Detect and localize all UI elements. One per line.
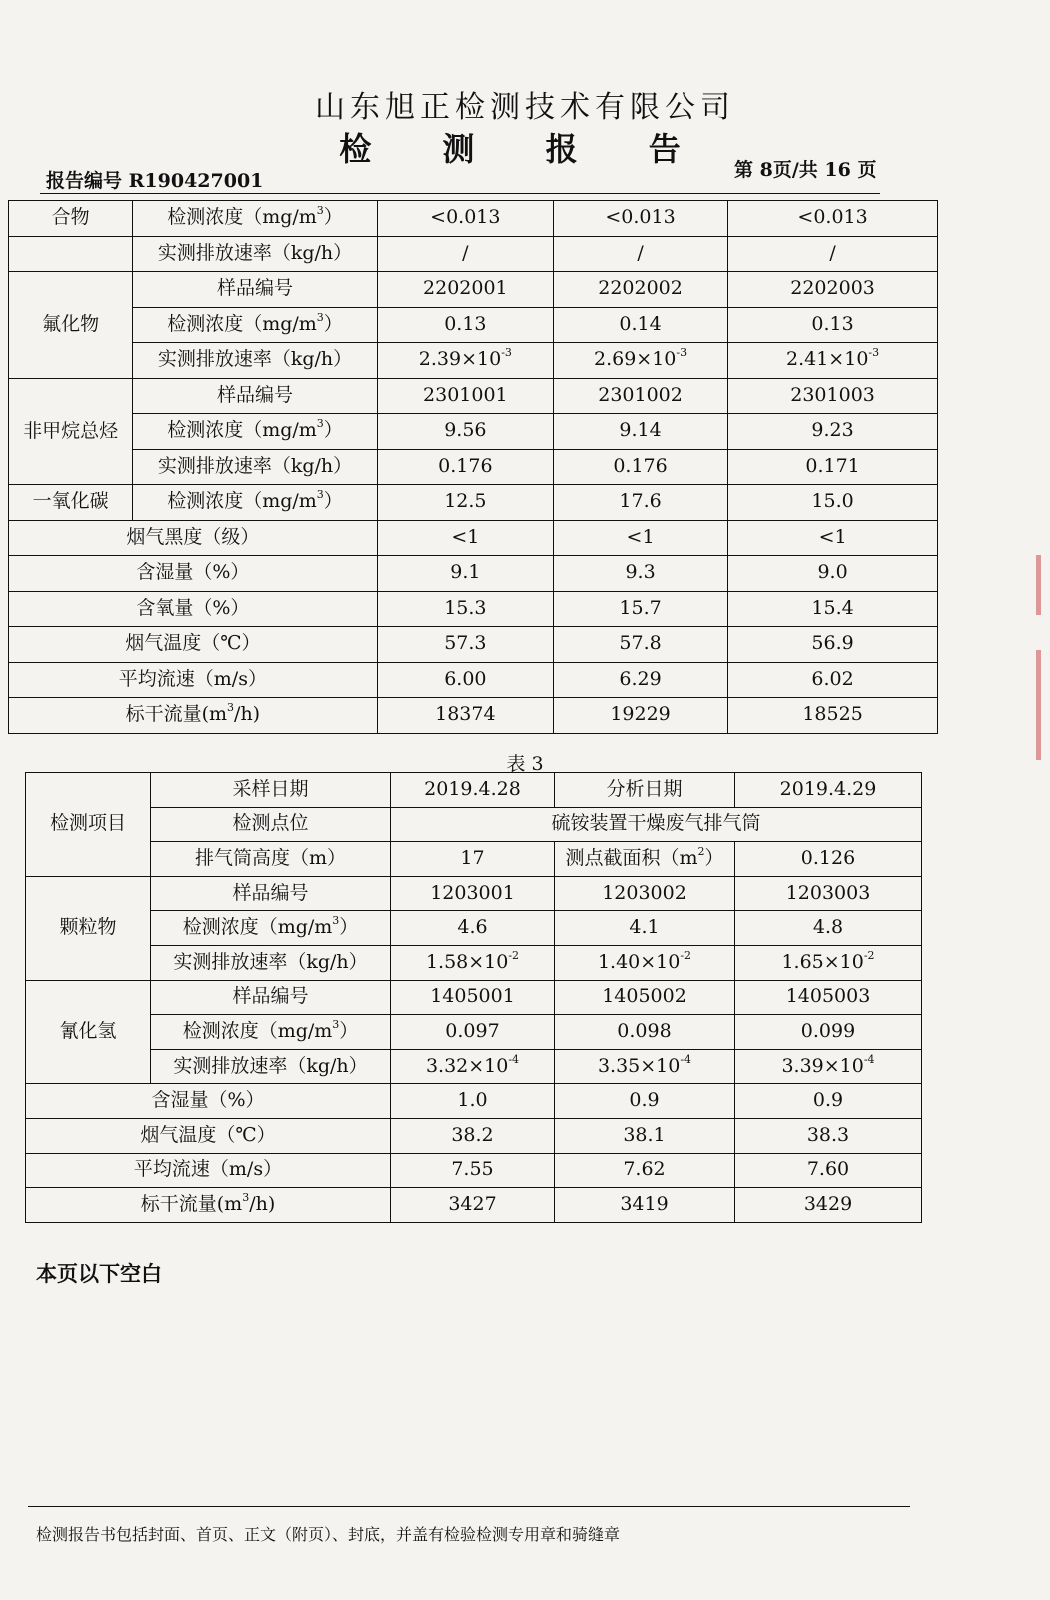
cell: 17.6 — [553, 485, 727, 521]
cell: 0.13 — [728, 307, 938, 343]
table-row — [26, 1188, 922, 1223]
table-caption: 表 3 — [506, 753, 544, 775]
table-row — [26, 945, 922, 980]
table-row — [26, 1049, 922, 1084]
cell: <0.013 — [728, 201, 938, 237]
cell: / — [553, 236, 727, 272]
item-label: 检测点位 — [151, 807, 391, 842]
table-row — [9, 520, 938, 556]
results-table-3 — [25, 772, 922, 1223]
cell: $1.40\times 10^{-2}$ — [555, 945, 735, 980]
table-row — [9, 627, 938, 663]
group-label: 氰化氢 — [26, 980, 151, 1084]
group-label: 非甲烷总烃 — [9, 378, 133, 485]
cell: 7.62 — [555, 1153, 735, 1188]
seal-edge-mark — [1036, 650, 1041, 760]
cell: 15.3 — [377, 591, 553, 627]
cell: 1203003 — [735, 876, 922, 911]
table-row — [9, 414, 938, 450]
cell: 0.176 — [377, 449, 553, 485]
item-label: 样品编号 — [133, 378, 377, 414]
cell: 12.5 — [377, 485, 553, 521]
table-row — [26, 842, 922, 877]
cell: 9.14 — [553, 414, 727, 450]
table-row — [9, 591, 938, 627]
item-label: 检测浓度$(mg/m^3)$ — [133, 307, 377, 343]
row-label: 标干流量$(m^3/h)$ — [26, 1188, 391, 1223]
cell: 0.099 — [735, 1015, 922, 1050]
cell: $1.65\times 10^{-2}$ — [735, 945, 922, 980]
cell: 1203001 — [391, 876, 555, 911]
cell: 1.0 — [391, 1084, 555, 1119]
row-label: 标干流量$(m^3/h)$ — [9, 698, 378, 734]
cell: 15.4 — [728, 591, 938, 627]
cell: 4.1 — [555, 911, 735, 946]
row-label: 烟气黑度（级） — [9, 520, 378, 556]
cell: <1 — [553, 520, 727, 556]
table-row — [26, 773, 922, 808]
row-label: 平均流速（m/s） — [9, 662, 378, 698]
cell: 0.176 — [553, 449, 727, 485]
cell: 38.1 — [555, 1118, 735, 1153]
table-row — [9, 343, 938, 379]
item-label: 检测浓度$(mg/m^3)$ — [133, 485, 377, 521]
cell: 56.9 — [728, 627, 938, 663]
cell: 6.02 — [728, 662, 938, 698]
table-row — [26, 980, 922, 1015]
table-row — [26, 1153, 922, 1188]
cell: 2202003 — [728, 272, 938, 308]
table-row — [26, 1084, 922, 1119]
item-label: 样品编号 — [151, 980, 391, 1015]
item-label: 实测排放速率（kg/h） — [151, 1049, 391, 1084]
item-label: 实测排放速率（kg/h） — [133, 449, 377, 485]
page-number: 第 8页/共 16 页 — [734, 159, 877, 181]
item-label: 实测排放速率（kg/h） — [151, 945, 391, 980]
cell: 0.9 — [555, 1084, 735, 1119]
cell: 2301001 — [377, 378, 553, 414]
cell: 9.3 — [553, 556, 727, 592]
cell: $3.39\times 10^{-4}$ — [735, 1049, 922, 1084]
results-table-2 — [8, 200, 938, 734]
table-row — [9, 698, 938, 734]
group-label: 一氧化碳 — [9, 485, 133, 521]
item-label: 测点截面积$(m^2)$ — [555, 842, 735, 877]
cell: <0.013 — [377, 201, 553, 237]
cell: / — [728, 236, 938, 272]
table-row — [26, 911, 922, 946]
cell: 18374 — [377, 698, 553, 734]
company-name: 山东旭正检测技术有限公司 — [315, 90, 735, 125]
table-row — [9, 485, 938, 521]
cell: 6.00 — [377, 662, 553, 698]
item-label: 检测浓度$(mg/m^3)$ — [133, 414, 377, 450]
cell: 1405001 — [391, 980, 555, 1015]
cell: 15.0 — [728, 485, 938, 521]
cell: 3427 — [391, 1188, 555, 1223]
cell: 0.14 — [553, 307, 727, 343]
table-row — [26, 1118, 922, 1153]
cell: 19229 — [553, 698, 727, 734]
item-label: 实测排放速率（kg/h） — [133, 343, 377, 379]
cell: 7.60 — [735, 1153, 922, 1188]
table-row — [26, 1015, 922, 1050]
item-label: 检测浓度$(mg/m^3)$ — [151, 911, 391, 946]
cell: 1405003 — [735, 980, 922, 1015]
cell: 0.098 — [555, 1015, 735, 1050]
cell: 17 — [391, 842, 555, 877]
cell: 57.8 — [553, 627, 727, 663]
cell: <1 — [728, 520, 938, 556]
item-label: 样品编号 — [133, 272, 377, 308]
item-label: 排气筒高度（m） — [151, 842, 391, 877]
cell: $2.41\times 10^{-3}$ — [728, 343, 938, 379]
cell: 9.1 — [377, 556, 553, 592]
table-row — [9, 272, 938, 308]
table-row — [9, 449, 938, 485]
table-row — [9, 556, 938, 592]
cell: 硫铵装置干燥废气排气筒 — [391, 807, 922, 842]
blank-below-note: 本页以下空白 — [36, 1262, 162, 1286]
cell: 38.2 — [391, 1118, 555, 1153]
row-label: 平均流速（m/s） — [26, 1153, 391, 1188]
seal-edge-mark — [1036, 555, 1041, 615]
item-label: 实测排放速率（kg/h） — [133, 236, 377, 272]
table-row — [9, 662, 938, 698]
cell: / — [377, 236, 553, 272]
header-divider — [40, 193, 880, 194]
row-label: 含湿量（%） — [9, 556, 378, 592]
row-label: 含氧量（%） — [9, 591, 378, 627]
cell: 0.126 — [735, 842, 922, 877]
cell: 0.13 — [377, 307, 553, 343]
footer-note: 检测报告书包括封面、首页、正文（附页）、封底，并盖有检验检测专用章和骑缝章 — [36, 1525, 621, 1544]
cell: 6.29 — [553, 662, 727, 698]
cell: 4.8 — [735, 911, 922, 946]
table-row — [9, 307, 938, 343]
cell: <0.013 — [553, 201, 727, 237]
cell: 2202001 — [377, 272, 553, 308]
cell: 0.9 — [735, 1084, 922, 1119]
row-label: 烟气温度（℃） — [9, 627, 378, 663]
item-label: 分析日期 — [555, 773, 735, 808]
report-title: 检 测 报 告 — [339, 130, 711, 168]
cell: 57.3 — [377, 627, 553, 663]
table-row — [9, 236, 938, 272]
cell: <1 — [377, 520, 553, 556]
item-label: 检测浓度$(mg/m^3)$ — [133, 201, 377, 237]
cell: 9.23 — [728, 414, 938, 450]
cell: 2301003 — [728, 378, 938, 414]
row-label: 烟气温度（℃） — [26, 1118, 391, 1153]
group-label: 颗粒物 — [26, 876, 151, 980]
cell: 1203002 — [555, 876, 735, 911]
report-number: 报告编号 R190427001 — [46, 170, 264, 192]
cell: $3.32\times 10^{-4}$ — [391, 1049, 555, 1084]
group-label: 氟化物 — [9, 272, 133, 379]
item-label: 采样日期 — [151, 773, 391, 808]
cell: 18525 — [728, 698, 938, 734]
group-label-blank — [9, 236, 133, 272]
group-label: 检测项目 — [26, 773, 151, 877]
cell: 2301002 — [553, 378, 727, 414]
cell: $2.69\times 10^{-3}$ — [553, 343, 727, 379]
group-label: 合物 — [9, 201, 133, 237]
footer-divider — [28, 1506, 910, 1507]
table-row — [9, 378, 938, 414]
cell: 2019.4.29 — [735, 773, 922, 808]
item-label: 样品编号 — [151, 876, 391, 911]
cell: $1.58\times 10^{-2}$ — [391, 945, 555, 980]
cell: 4.6 — [391, 911, 555, 946]
cell: 3429 — [735, 1188, 922, 1223]
row-label: 含湿量（%） — [26, 1084, 391, 1119]
cell: 0.171 — [728, 449, 938, 485]
table-row — [9, 201, 938, 237]
item-label: 检测浓度$(mg/m^3)$ — [151, 1015, 391, 1050]
cell: 0.097 — [391, 1015, 555, 1050]
cell: $3.35\times 10^{-4}$ — [555, 1049, 735, 1084]
table-row — [26, 876, 922, 911]
cell: 15.7 — [553, 591, 727, 627]
cell: 3419 — [555, 1188, 735, 1223]
cell: 9.56 — [377, 414, 553, 450]
cell: $2.39\times 10^{-3}$ — [377, 343, 553, 379]
cell: 38.3 — [735, 1118, 922, 1153]
cell: 9.0 — [728, 556, 938, 592]
cell: 1405002 — [555, 980, 735, 1015]
cell: 2019.4.28 — [391, 773, 555, 808]
cell: 7.55 — [391, 1153, 555, 1188]
table-row — [26, 807, 922, 842]
cell: 2202002 — [553, 272, 727, 308]
